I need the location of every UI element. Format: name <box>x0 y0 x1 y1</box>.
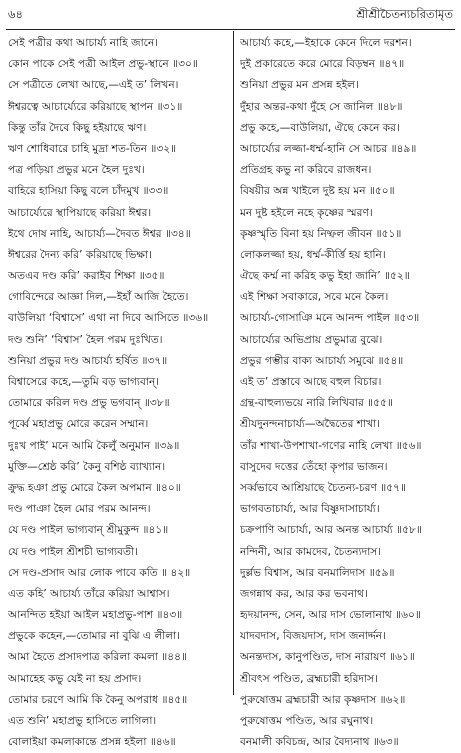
verse-line: পুরুষোত্তম পণ্ডিত, আর রঘুনাথ। <box>240 715 374 727</box>
verse-line: সর্ব্বভাবে আশ্রিয়াছে চৈতন্য-চরণ ॥৫৭॥ <box>240 481 407 494</box>
verse-line: আমাহেহ কভু যেই না হয় প্রসাদ। <box>8 672 142 685</box>
verse-line: বাহিরে হাসিয়া কিছু বলে চাঁদমুখ ॥৩৩॥ <box>8 185 169 198</box>
verse-line: ঋণ শোধিবারে চাহি মুদ্রা শত-তিন ॥৩২॥ <box>8 142 177 155</box>
verse-line: মুক্তি—শ্রেষ্ঠ করি’ কৈনু বশিষ্ঠ ব্যাখ্যান। <box>8 460 166 473</box>
verse-line: ঐছে কর্ম্ম না করিহ কভু ইহা জানি’ ॥৫২॥ <box>240 270 410 283</box>
verse-line: আচার্য্য কহে,—ইহাকে কেনে দিলে দরশন। <box>240 37 412 49</box>
verse-line: পুরুষোত্তম ব্রহ্মচারী আর কৃষ্ণদাস ॥৬২॥ <box>240 693 406 706</box>
verse-line: বাউলিয়া ‘বিশ্বাসে’ এথা না দিবে আসিতে ॥৩৬॥ <box>8 312 209 325</box>
verse-line: সে পত্রীতে লেখা আছে,—এই ত’ লিখন। <box>8 79 179 92</box>
verse-line: আনন্দিত হইয়া আইল মহাপ্রভু-পাশ ॥৪৩॥ <box>8 609 183 622</box>
verse-line: সেই পত্রীর কথা আচার্য্য নাহি জানে। <box>8 37 159 49</box>
verse-line: দণ্ড শুনি’ ‘বিশ্বাস’ হৈল পরম দুঃখিত। <box>8 333 163 346</box>
page-header <box>8 6 453 24</box>
verse-line: পূর্ব্বে মহাপ্রভু মোরে করেন সম্মান। <box>8 418 149 431</box>
verse-line: বিশ্বাসেরে কহে,—তুমি বড় ভাগ্যবান্। <box>8 376 160 388</box>
verse-line: শুনিয়া প্রভুর মন প্রসন্ন হইল। <box>240 79 359 92</box>
verse-line: আমা হৈতে প্রসাদপাত্র করিলা কমলা ॥৪৪॥ <box>8 651 188 664</box>
verse-line: জগন্নাথ কর, আর কর ভবনাথ। <box>240 587 368 600</box>
verse-line: আচার্য্যের লজ্জা-ধর্ম্ম-হানি সে আচর ॥৪৯॥ <box>240 142 417 155</box>
verse-line: ঈশ্বরত্বে আচার্য্যেরে করিয়াছে স্থাপন ॥৩১॥ <box>8 100 183 113</box>
verse-line: কিন্তু তাঁর দৈবে কিছু হইয়াছে ঋণ। <box>8 121 147 134</box>
verse-line: এই শিক্ষা সবাকারে, সবে মনে কৈল। <box>240 291 389 304</box>
verse-line: মন দুষ্ট হইলে নহে কৃষ্ণের স্মরণ। <box>240 206 373 219</box>
verse-line: দুঁহার অন্তর-কথা দুঁহে সে জানিল ॥৪৮॥ <box>240 100 403 113</box>
verse-line: ভাগবতাচার্য্য, আর বিষ্ণুদাসাচার্য্য। <box>240 503 380 516</box>
verse-line: হৃদয়ানন্দ, সেন, আর দাস ভোলানাথ ॥৬০॥ <box>240 609 421 622</box>
verse-line: ঈশ্বরের দৈন্য করি’ করিয়াছে ভিক্ষা। <box>8 248 152 261</box>
verse-line: অতএব দণ্ড করি’ করাইব শিক্ষা ॥৩৫॥ <box>8 270 165 283</box>
verse-line: যে দণ্ড পাইল শ্রীশচী ভাগ্যবতী। <box>8 545 138 558</box>
verse-line: বনমালী কবিচন্দ্র, আর বৈদ্যনাথ ॥৬৩॥ <box>240 736 399 749</box>
verse-line: নন্দিনী, আর কামদেব, চৈতন্যদাস। <box>240 545 382 558</box>
verse-line: আচার্য্যেরে স্থাপিয়াছে করিয়া ঈশ্বর। <box>8 206 152 219</box>
verse-line: দুর্ল্লভ বিশ্বাস, আর বনমালিদাস ॥৫৯॥ <box>240 566 395 579</box>
verse-line: গ্রন্থ-বাহুল্যভয়ে নারি লিখিবার ॥৫৫॥ <box>240 397 393 410</box>
verse-line: পত্র পড়িয়া প্রভুর মনে হৈল দুঃখ। <box>8 164 145 177</box>
verse-line: বাসুদেব দত্তের তেঁহো কৃপার ভাজন। <box>240 460 388 473</box>
verse-line: এত কহি’ আচার্য্য তাঁরে করিয়া আশ্বাস। <box>8 587 170 600</box>
verse-line: সে দণ্ড-প্রসাদ আর লোক পাবে কতি ॥ ৪২॥ <box>8 566 191 579</box>
verse-line: দুঃখ পাই’ মনে আমি কৈলুঁ অনুমান ॥৩৯॥ <box>8 439 180 452</box>
verse-line: যে দণ্ড পাইল ভাগ্যবান্ শ্রীমুকুন্দ ॥৪১॥ <box>8 524 169 537</box>
verse-line: শুনিয়া প্রভুর দণ্ড আচার্য্য হর্ষিত ॥৩৭॥ <box>8 354 168 367</box>
verse-line: ক্রুদ্ধ হঞা প্রভু মোরে কৈল অপমান ॥৪০॥ <box>8 481 181 494</box>
header-rule <box>6 29 455 30</box>
verse-line: চক্রপাণি আচার্য্য, আর অনন্ত আচার্য্য ॥৫৮॥ <box>240 524 422 537</box>
verse-line: কৃষ্ণস্মৃতি বিনা হয় নিষ্ফল জীবন ॥৫১॥ <box>240 227 402 240</box>
verse-line: তোমার চরণে আমি কি কৈনু অপরাধ ॥৪৫॥ <box>8 693 188 706</box>
verse-line: বোলাইয়া কমলাকান্তে প্রসন্ন হইলা ॥৪৬॥ <box>8 736 176 749</box>
verse-line: দুই প্রকারেতে করে মোরে বিড়ম্বন ॥৪৭॥ <box>240 58 405 71</box>
verse-line: প্রভু কহে,—বাউলিয়া, ঐছে কেনে কর। <box>240 121 400 134</box>
verse-line: গোবিন্দেরে আজ্ঞা দিল,—ইহাঁ আজি হৈতে। <box>8 291 189 304</box>
verse-line: তোমারে করিল দণ্ড প্রভু ভগবান্ ॥৩৮॥ <box>8 397 170 410</box>
verse-line: লোকলজ্জা হয়, ধর্ম্ম-কীর্ত্তি হয় হানি। <box>240 248 386 261</box>
verse-line: অনন্তদাস, কানুপণ্ডিত, দাস নারায়ণ ॥৬১॥ <box>240 651 415 664</box>
verse-line: প্রতিগ্রহ কভু না করিবে রাজধন। <box>240 164 372 177</box>
verse-line: এই ত’ প্রস্তাবে আছে বহুল বিচার। <box>240 376 382 388</box>
right-column <box>240 33 461 753</box>
verse-line: আচার্য্য-গোসাঞি মনে আনন্দ পাইল ॥৫৩॥ <box>240 312 420 325</box>
verse-line: শ্রীবৎস পণ্ডিত, ব্রহ্মচারী হরিদাস। <box>240 672 378 685</box>
verse-line: এত শুনি’ মহাপ্রভু হাসিতে লাগিলা। <box>8 715 157 727</box>
left-column <box>8 33 230 753</box>
verse-line: আচার্য্যের অভিপ্রায় প্রভুমাত্র বুঝে। <box>240 333 383 346</box>
verse-line: বিষয়ীর অন্ন খাইলে দুষ্ট হয় মন ॥৫০॥ <box>240 185 395 198</box>
verse-line: দণ্ড পাঞা হৈল মোর পরম আনন্দ। <box>8 503 151 516</box>
verse-line: তাঁর শাখা-উপশাখা-গণের নাহি লেখা ॥৫৬॥ <box>240 439 422 452</box>
page-number: ৬৪ <box>8 6 23 21</box>
verse-line: ইথে দোষ নাহি, আচার্য্য—দৈবত ঈশ্বর ॥৩৪॥ <box>8 227 191 240</box>
book-title: শ্রীশ্রীচৈতন্যচরিতামৃত <box>356 6 453 21</box>
verse-line: যাদবদাস, বিজয়দাস, দাস জনার্দ্দন। <box>240 630 386 643</box>
verse-line: কোন পাকে সেই পত্রী আইল প্রভু-স্থানে ॥৩০॥ <box>8 58 198 71</box>
verse-line: প্রভুর গম্ভীর বাক্য আচার্য্য সমুঝে ॥৫৪॥ <box>240 354 404 367</box>
verse-line: শ্রীযদুনন্দনাচার্য্য—অদ্বৈতের শাখা। <box>240 418 380 431</box>
verse-line: প্রভুকে কহেন,—তোমার না বুঝি এ লীলা। <box>8 630 181 643</box>
column-divider <box>233 31 234 695</box>
